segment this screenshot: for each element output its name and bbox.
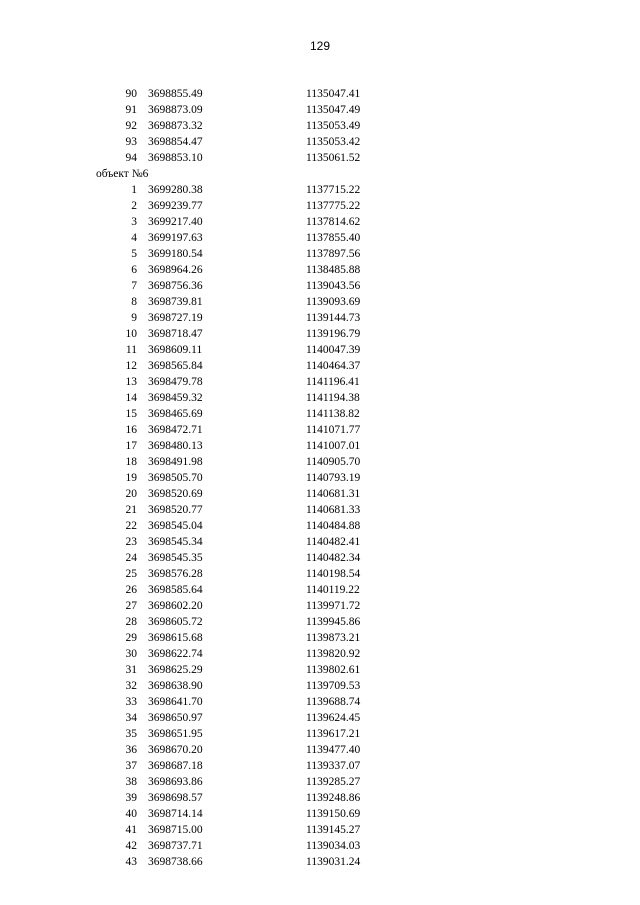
table-row <box>0 310 640 326</box>
y-coordinate: 1139093.69 <box>306 296 361 308</box>
point-number: 12 <box>125 360 137 372</box>
point-number: 11 <box>125 344 137 356</box>
x-coordinate: 3698605.72 <box>148 616 203 628</box>
x-coordinate: 3699197.63 <box>148 232 203 244</box>
x-coordinate: 3698738.66 <box>148 856 203 868</box>
table-row <box>0 326 640 342</box>
point-number: 3 <box>131 216 137 228</box>
table-row <box>0 262 640 278</box>
x-coordinate: 3698615.68 <box>148 632 203 644</box>
point-number: 37 <box>125 760 137 772</box>
table-row <box>0 454 640 470</box>
x-coordinate: 3698465.69 <box>148 408 203 420</box>
y-coordinate: 1139802.61 <box>306 664 361 676</box>
y-coordinate: 1141196.41 <box>306 376 360 388</box>
point-number: 10 <box>125 328 137 340</box>
y-coordinate: 1139820.92 <box>306 648 361 660</box>
y-coordinate: 1137897.56 <box>306 248 361 260</box>
x-coordinate: 3698715.00 <box>148 824 203 836</box>
x-coordinate: 3698638.90 <box>148 680 203 692</box>
y-coordinate: 1135053.49 <box>306 120 361 132</box>
x-coordinate: 3698650.97 <box>148 712 203 724</box>
point-number: 24 <box>125 552 137 564</box>
table-row <box>0 662 640 678</box>
table-row <box>0 854 640 870</box>
x-coordinate: 3698622.74 <box>148 648 203 660</box>
x-coordinate: 3698480.13 <box>148 440 203 452</box>
point-number: 1 <box>131 184 137 196</box>
point-number: 7 <box>131 280 137 292</box>
y-coordinate: 1139196.79 <box>306 328 361 340</box>
point-number: 29 <box>125 632 137 644</box>
table-row <box>0 710 640 726</box>
point-number: 90 <box>125 88 137 100</box>
y-coordinate: 1139617.21 <box>306 728 361 740</box>
point-number: 41 <box>125 824 137 836</box>
table-row <box>0 774 640 790</box>
table-row <box>0 470 640 486</box>
y-coordinate: 1139034.03 <box>306 840 361 852</box>
table-row <box>0 694 640 710</box>
x-coordinate: 3698491.98 <box>148 456 203 468</box>
point-number: 9 <box>131 312 137 324</box>
y-coordinate: 1140484.88 <box>306 520 361 532</box>
point-number: 8 <box>131 296 137 308</box>
point-number: 4 <box>131 232 137 244</box>
table-row <box>0 678 640 694</box>
x-coordinate: 3698727.19 <box>148 312 203 324</box>
x-coordinate: 3698505.70 <box>148 472 203 484</box>
table-row <box>0 214 640 230</box>
x-coordinate: 3698625.29 <box>148 664 203 676</box>
table-row <box>0 118 640 134</box>
y-coordinate: 1135061.52 <box>306 152 361 164</box>
point-number: 31 <box>125 664 137 676</box>
x-coordinate: 3698545.04 <box>148 520 203 532</box>
x-coordinate: 3698520.77 <box>148 504 203 516</box>
y-coordinate: 1140047.39 <box>306 344 361 356</box>
y-coordinate: 1140464.37 <box>306 360 361 372</box>
x-coordinate: 3698670.20 <box>148 744 203 756</box>
x-coordinate: 3698714.14 <box>148 808 203 820</box>
table-row <box>0 246 640 262</box>
x-coordinate: 3698472.71 <box>148 424 203 436</box>
point-number: 30 <box>125 648 137 660</box>
x-coordinate: 3698855.49 <box>148 88 203 100</box>
table-row <box>0 646 640 662</box>
table-row <box>0 198 640 214</box>
point-number: 2 <box>131 200 137 212</box>
point-number: 20 <box>125 488 137 500</box>
x-coordinate: 3698585.64 <box>148 584 203 596</box>
y-coordinate: 1139248.86 <box>306 792 361 804</box>
y-coordinate: 1141138.82 <box>306 408 360 420</box>
y-coordinate: 1140198.54 <box>306 568 361 580</box>
table-row <box>0 822 640 838</box>
table-row <box>0 598 640 614</box>
point-number: 33 <box>125 696 137 708</box>
y-coordinate: 1139688.74 <box>306 696 361 708</box>
x-coordinate: 3698651.95 <box>148 728 203 740</box>
table-row <box>0 150 640 166</box>
table-row <box>0 582 640 598</box>
point-number: 36 <box>125 744 137 756</box>
point-number: 23 <box>125 536 137 548</box>
y-coordinate: 1139624.45 <box>306 712 361 724</box>
table-row <box>0 406 640 422</box>
x-coordinate: 3698565.84 <box>148 360 203 372</box>
table-row <box>0 566 640 582</box>
x-coordinate: 3698687.18 <box>148 760 203 772</box>
table-row <box>0 838 640 854</box>
y-coordinate: 1139709.53 <box>306 680 361 692</box>
table-row <box>0 358 640 374</box>
point-number: 34 <box>125 712 137 724</box>
y-coordinate: 1139477.40 <box>306 744 361 756</box>
table-row <box>0 134 640 150</box>
y-coordinate: 1140482.34 <box>306 552 361 564</box>
x-coordinate: 3698739.81 <box>148 296 203 308</box>
x-coordinate: 3698737.71 <box>148 840 203 852</box>
point-number: 38 <box>125 776 137 788</box>
point-number: 92 <box>125 120 137 132</box>
point-number: 43 <box>125 856 137 868</box>
x-coordinate: 3698609.11 <box>148 344 203 356</box>
y-coordinate: 1140119.22 <box>306 584 360 596</box>
table-row <box>0 230 640 246</box>
point-number: 15 <box>125 408 137 420</box>
x-coordinate: 3698545.34 <box>148 536 203 548</box>
table-row <box>0 614 640 630</box>
y-coordinate: 1135047.49 <box>306 104 361 116</box>
table-row <box>0 630 640 646</box>
y-coordinate: 1137814.62 <box>306 216 361 228</box>
y-coordinate: 1139031.24 <box>306 856 361 868</box>
rows-before <box>0 86 640 166</box>
y-coordinate: 1139043.56 <box>306 280 361 292</box>
table-row <box>0 486 640 502</box>
point-number: 21 <box>125 504 137 516</box>
y-coordinate: 1140482.41 <box>306 536 361 548</box>
table-row <box>0 182 640 198</box>
y-coordinate: 1139150.69 <box>306 808 361 820</box>
point-number: 28 <box>125 616 137 628</box>
point-number: 16 <box>125 424 137 436</box>
section-heading <box>0 166 640 182</box>
table-row <box>0 102 640 118</box>
y-coordinate: 1137775.22 <box>306 200 361 212</box>
x-coordinate: 3699217.40 <box>148 216 203 228</box>
point-number: 94 <box>125 152 137 164</box>
x-coordinate: 3699280.38 <box>148 184 203 196</box>
point-number: 14 <box>125 392 137 404</box>
point-number: 91 <box>125 104 137 116</box>
x-coordinate: 3698693.86 <box>148 776 203 788</box>
point-number: 25 <box>125 568 137 580</box>
point-number: 5 <box>131 248 137 260</box>
table-row <box>0 374 640 390</box>
table-row <box>0 742 640 758</box>
x-coordinate: 3699180.54 <box>148 248 203 260</box>
y-coordinate: 1141194.38 <box>306 392 360 404</box>
x-coordinate: 3698718.47 <box>148 328 203 340</box>
table-row <box>0 342 640 358</box>
y-coordinate: 1137855.40 <box>306 232 361 244</box>
x-coordinate: 3698756.36 <box>148 280 203 292</box>
table-row <box>0 534 640 550</box>
x-coordinate: 3698602.20 <box>148 600 203 612</box>
y-coordinate: 1140905.70 <box>306 456 361 468</box>
table-row <box>0 278 640 294</box>
x-coordinate: 3698459.32 <box>148 392 203 404</box>
x-coordinate: 3698873.09 <box>148 104 203 116</box>
x-coordinate: 3698873.32 <box>148 120 203 132</box>
y-coordinate: 1140681.33 <box>306 504 361 516</box>
point-number: 93 <box>125 136 137 148</box>
y-coordinate: 1135053.42 <box>306 136 361 148</box>
table-row <box>0 422 640 438</box>
x-coordinate: 3698520.69 <box>148 488 203 500</box>
x-coordinate: 3698576.28 <box>148 568 203 580</box>
y-coordinate: 1141007.01 <box>306 440 361 452</box>
section-label: объект №6 <box>96 168 149 180</box>
point-number: 32 <box>125 680 137 692</box>
page-number: 129 <box>309 39 331 53</box>
point-number: 42 <box>125 840 137 852</box>
table-row <box>0 294 640 310</box>
table-row <box>0 518 640 534</box>
x-coordinate: 3698964.26 <box>148 264 203 276</box>
point-number: 19 <box>125 472 137 484</box>
table-row <box>0 502 640 518</box>
x-coordinate: 3698545.35 <box>148 552 203 564</box>
x-coordinate: 3699239.77 <box>148 200 203 212</box>
point-number: 40 <box>125 808 137 820</box>
table-row <box>0 790 640 806</box>
table-row <box>0 390 640 406</box>
table-row <box>0 550 640 566</box>
x-coordinate: 3698479.78 <box>148 376 203 388</box>
table-row <box>0 86 640 102</box>
x-coordinate: 3698853.10 <box>148 152 203 164</box>
point-number: 17 <box>125 440 137 452</box>
x-coordinate: 3698698.57 <box>148 792 203 804</box>
y-coordinate: 1138485.88 <box>306 264 361 276</box>
point-number: 18 <box>125 456 137 468</box>
point-number: 35 <box>125 728 137 740</box>
coordinates-table <box>0 86 640 870</box>
y-coordinate: 1139144.73 <box>306 312 361 324</box>
y-coordinate: 1135047.41 <box>306 88 361 100</box>
rows-after <box>0 182 640 870</box>
table-row <box>0 438 640 454</box>
y-coordinate: 1139971.72 <box>306 600 361 612</box>
y-coordinate: 1139285.27 <box>306 776 361 788</box>
y-coordinate: 1139873.21 <box>306 632 361 644</box>
point-number: 39 <box>125 792 137 804</box>
y-coordinate: 1140793.19 <box>306 472 361 484</box>
point-number: 6 <box>131 264 137 276</box>
y-coordinate: 1141071.77 <box>306 424 361 436</box>
table-row <box>0 758 640 774</box>
y-coordinate: 1139145.27 <box>306 824 361 836</box>
y-coordinate: 1139945.86 <box>306 616 361 628</box>
x-coordinate: 3698641.70 <box>148 696 203 708</box>
y-coordinate: 1139337.07 <box>306 760 361 772</box>
table-row <box>0 726 640 742</box>
table-row <box>0 806 640 822</box>
point-number: 22 <box>125 520 137 532</box>
point-number: 27 <box>125 600 137 612</box>
y-coordinate: 1140681.31 <box>306 488 361 500</box>
y-coordinate: 1137715.22 <box>306 184 361 196</box>
point-number: 13 <box>125 376 137 388</box>
point-number: 26 <box>125 584 137 596</box>
x-coordinate: 3698854.47 <box>148 136 203 148</box>
